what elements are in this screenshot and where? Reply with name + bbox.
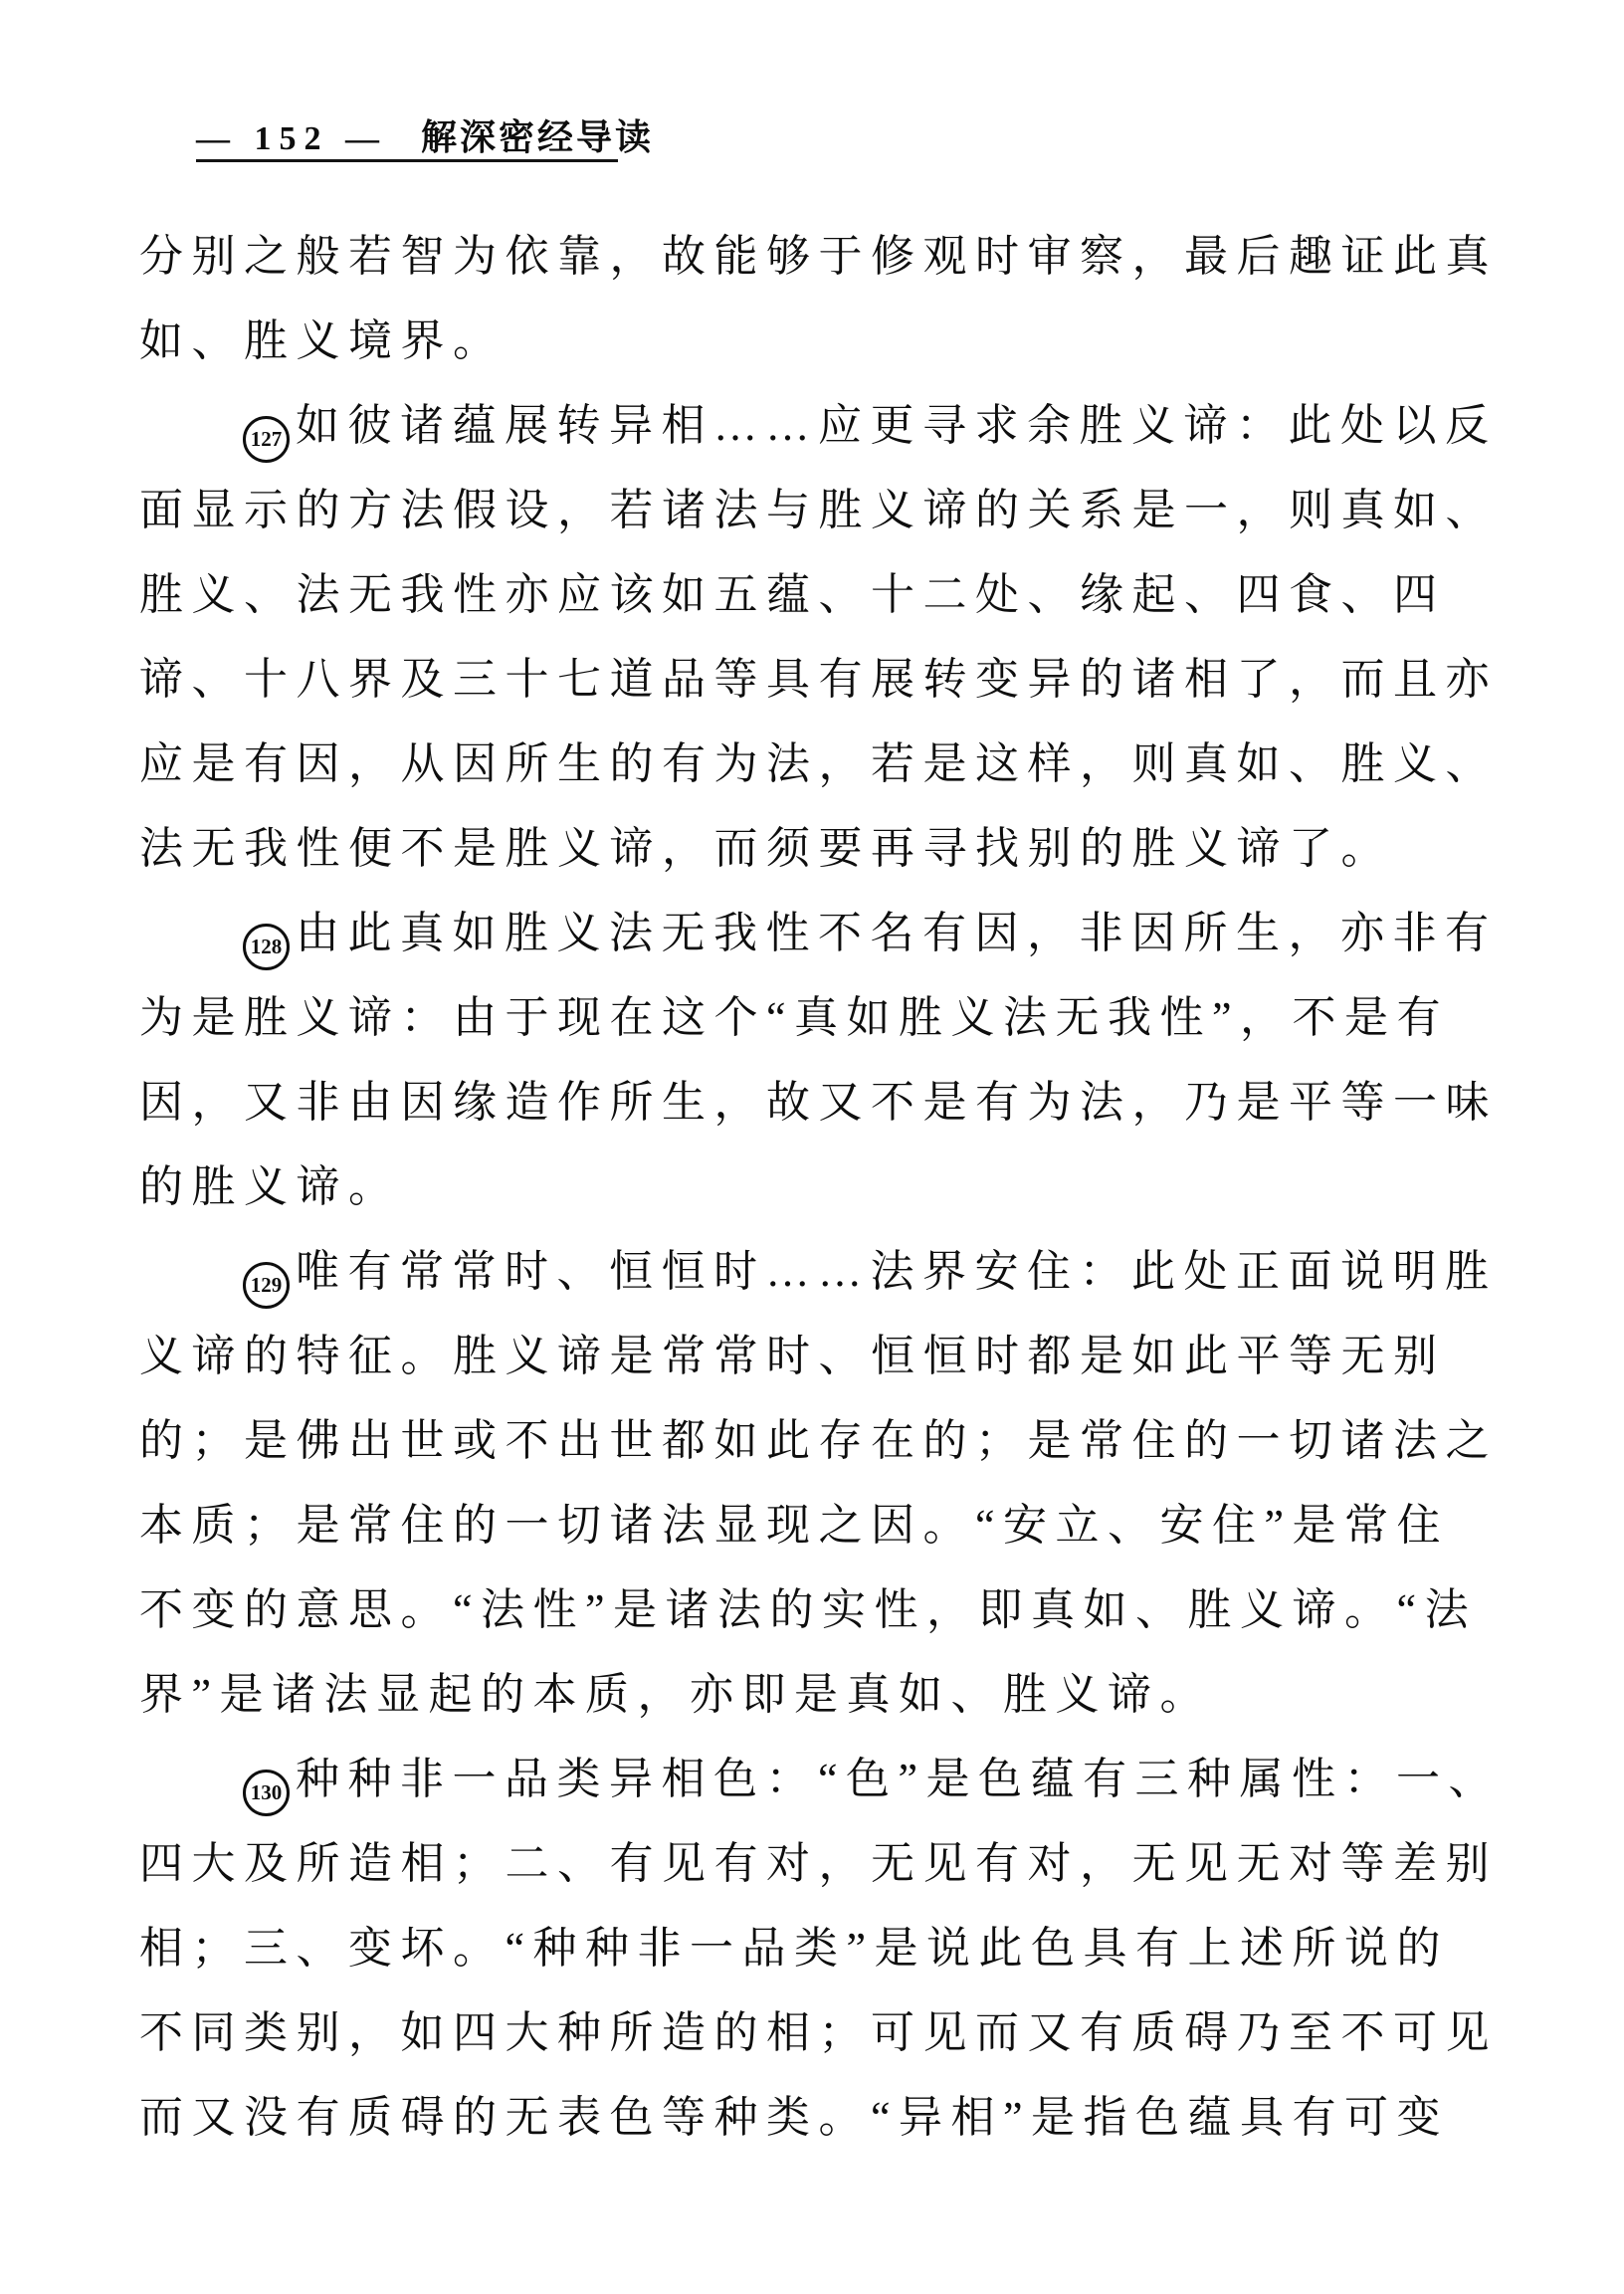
line-text: 而又没有质碍的无表色等种类。“异相”是指色蕴具有可变 [139,2093,1450,2142]
line-text: 分别之般若智为依靠，故能够于修观时审察，最后趣证此真 [139,232,1498,281]
line-text: 如彼诸蕴展转异相……应更寻求余胜义谛：此处以反 [296,401,1498,450]
line-text: 如、胜义境界。 [139,316,506,365]
circled-number-128: 128 [243,924,290,970]
line-text: 四大及所造相；二、有见有对，无见有对，无见无对等差别 [139,1839,1498,1888]
line-text: 由此真如胜义法无我性不名有因，非因所生，亦非有 [296,909,1498,957]
text-line-15 [139,1398,1498,1483]
line-text: 义谛的特征。胜义谛是常常时、恒恒时都是如此平等无别 [139,1332,1446,1380]
text-line-13 [139,1229,1498,1314]
page-number: — 152 — [196,120,387,157]
line-text: 本质；是常住的一切诸法显现之因。“安立、安住”是常住 [139,1501,1450,1550]
line-text: 面显示的方法假设，若诸法与胜义谛的关系是一，则真如、 [139,486,1498,534]
text-line-18 [139,1652,1493,1737]
text-line-14 [139,1314,1493,1398]
text-line-21 [139,1906,1493,1990]
text-line-8 [139,806,1493,891]
line-text: 不变的意思。“法性”是诸法的实性，即真如、胜义谛。“法 [139,1585,1478,1634]
line-text: 唯有常常时、恒恒时……法界安住：此处正面说明胜 [296,1247,1498,1296]
text-line-2 [139,299,1493,383]
line-text: 胜义、法无我性亦应该如五蕴、十二处、缘起、四食、四 [139,570,1446,619]
text-line-7 [139,722,1498,806]
line-text: 的；是佛出世或不出世都如此存在的；是常住的一切诸法之 [139,1416,1498,1465]
text-line-10 [139,975,1493,1060]
line-text: 界”是诸法显起的本质，亦即是真如、胜义谛。 [139,1670,1213,1719]
text-line-20 [139,1821,1498,1906]
text-line-5 [139,552,1493,637]
line-text: 相；三、变坏。“种种非一品类”是说此色具有上述所说的 [139,1924,1450,1973]
line-text: 为是胜义谛：由于现在这个“真如胜义法无我性”，不是有 [139,993,1450,1042]
text-line-9 [139,891,1498,975]
line-text: 应是有因，从因所生的有为法，若是这样，则真如、胜义、 [139,739,1498,788]
text-line-16 [139,1483,1493,1567]
text-line-6 [139,637,1498,722]
text-line-23 [139,2075,1493,2160]
line-text: 种种非一品类异相色：“色”是色蕴有三种属性：一、 [296,1755,1502,1803]
circled-number-127: 127 [243,416,290,463]
line-text: 法无我性便不是胜义谛，而须要再寻找别的胜义谛了。 [139,824,1393,873]
text-line-22 [139,1990,1498,2075]
line-text: 谛、十八界及三十七道品等具有展转变异的诸相了，而且亦 [139,655,1498,704]
text-line-4 [139,468,1498,552]
text-line-3 [139,383,1498,468]
book-title: 解深密经导读 [421,117,655,157]
header-rule [196,159,618,162]
text-line-11 [139,1060,1498,1145]
text-line-12 [139,1145,1493,1229]
text-line-1 [139,214,1498,299]
line-text: 不同类别，如四大种所造的相；可见而又有质碍乃至不可见 [139,2008,1498,2057]
circled-number-129: 129 [243,1262,290,1309]
line-text: 的胜义谛。 [139,1162,401,1211]
page-body [139,214,1502,2160]
text-line-19 [139,1737,1502,1821]
line-text: 因，又非由因缘造作所生，故又不是有为法，乃是平等一味 [139,1078,1498,1127]
text-line-17 [139,1567,1493,1652]
page-header [196,109,654,159]
circled-number-130: 130 [243,1770,290,1816]
